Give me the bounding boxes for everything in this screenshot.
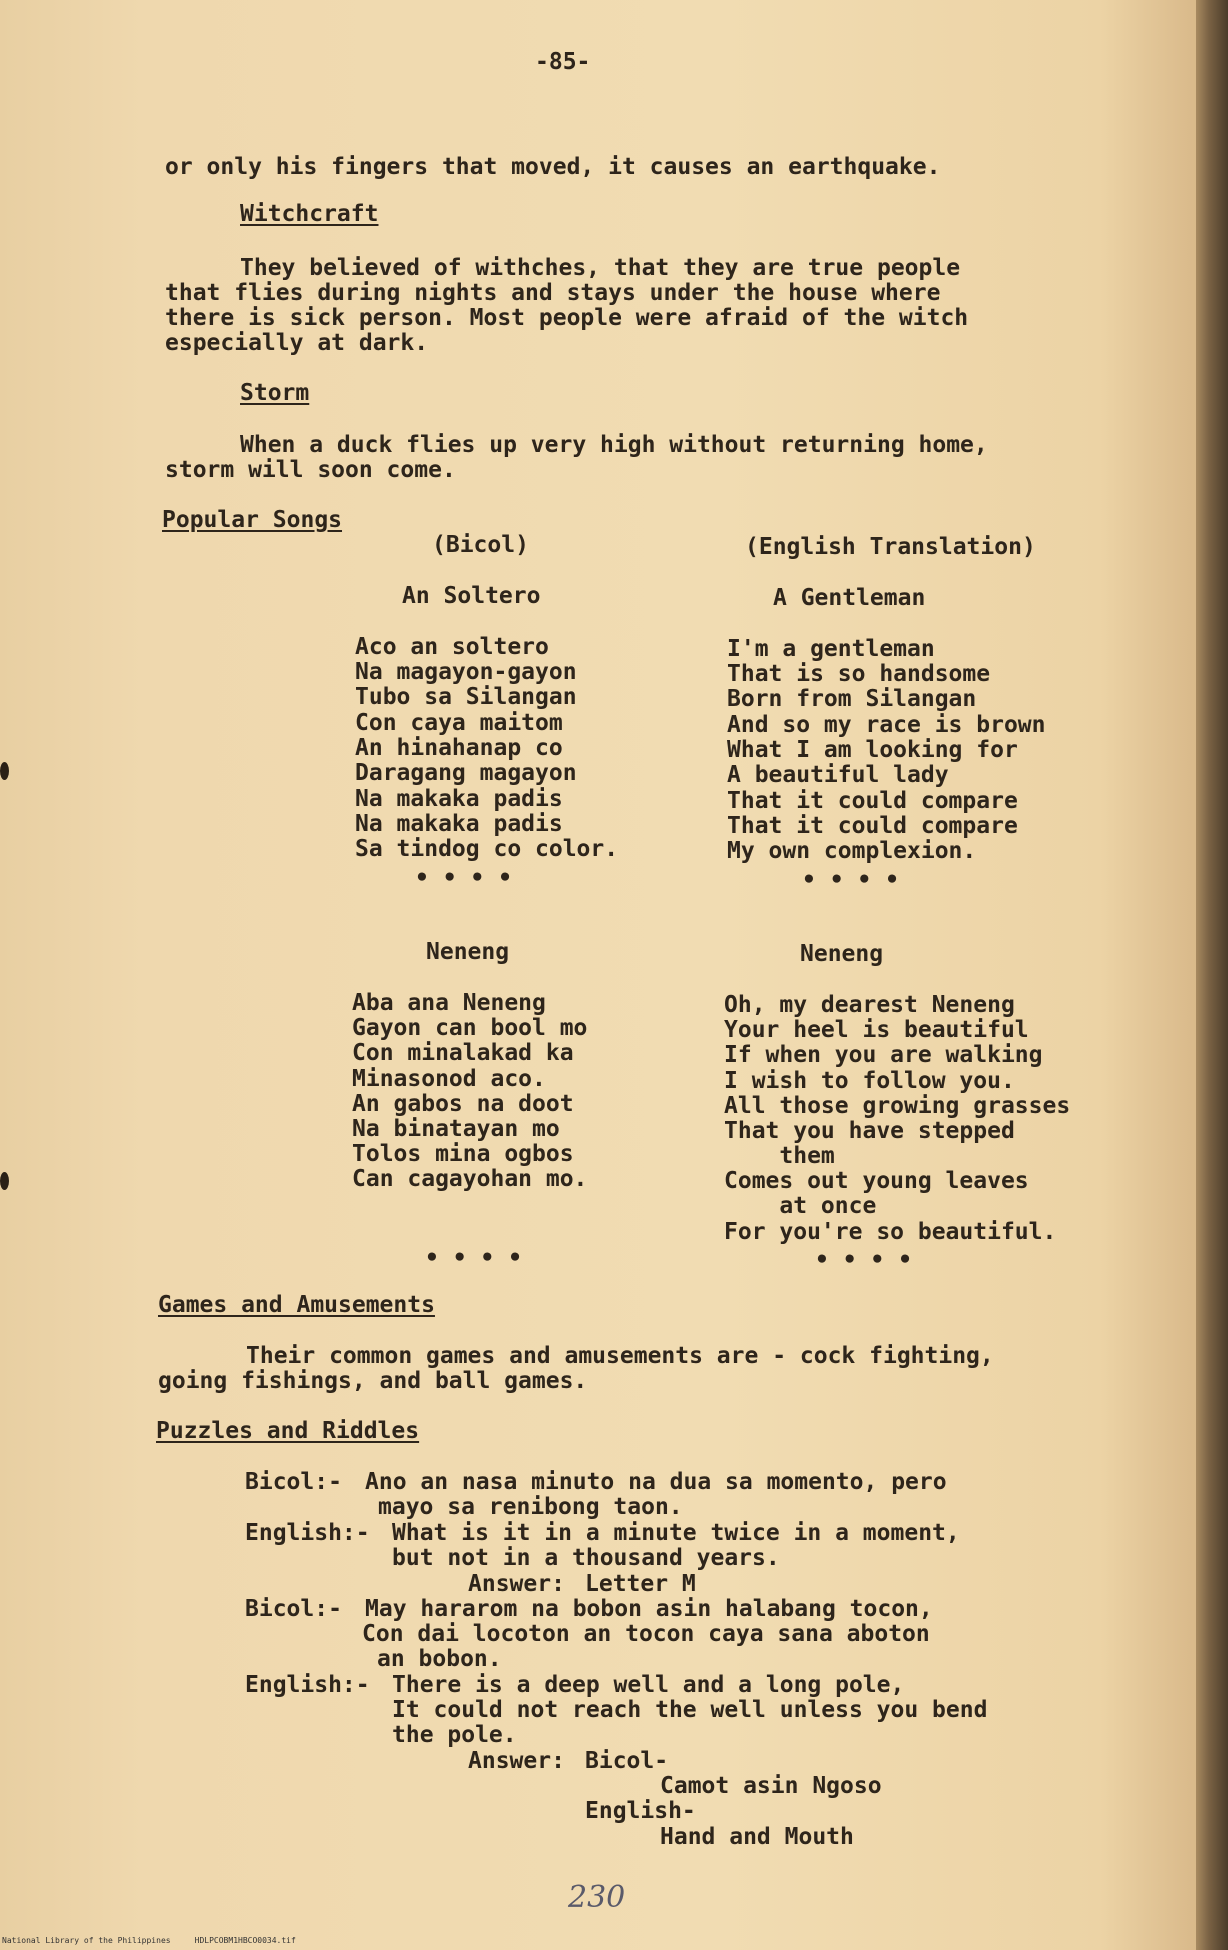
song-line: Minasonod aco.	[352, 1066, 546, 1092]
song-line: Aba ana Neneng	[352, 990, 546, 1016]
song-line: That it could compare	[727, 788, 1018, 814]
song-line: Can cagayohan mo.	[352, 1166, 588, 1192]
song-line: Na makaka padis	[355, 811, 563, 837]
handwritten-page-number: 230	[568, 1880, 626, 1915]
song-line: For you're so beautiful.	[724, 1219, 1057, 1245]
riddle-line: mayo sa renibong taon.	[378, 1494, 683, 1520]
riddle-label: English:-	[245, 1520, 370, 1546]
riddle-line: What is it in a minute twice in a moment,	[392, 1520, 960, 1546]
riddle-line: May hararom na bobon asin halabang tocon,	[365, 1596, 933, 1622]
storm-heading: Storm	[240, 380, 310, 406]
riddle-line: Con dai locoton an tocon caya sana aboton	[362, 1621, 930, 1647]
song-line: That it could compare	[727, 813, 1018, 839]
witchcraft-heading: Witchcraft	[240, 201, 379, 227]
riddle-line: There is a deep well and a long pole,	[392, 1672, 905, 1698]
riddle-label: English:-	[245, 1672, 370, 1698]
song-line: And so my race is brown	[727, 712, 1046, 738]
paragraph-line: going fishings, and ball games.	[158, 1368, 588, 1394]
song-line: Na magayon-gayon	[355, 659, 577, 685]
song-line: My own complexion.	[727, 838, 977, 864]
riddle-line: but not in a thousand years.	[392, 1545, 780, 1571]
song-line: Con caya maitom	[355, 710, 563, 736]
song-line: Na makaka padis	[355, 786, 563, 812]
riddle-line: an bobon.	[377, 1646, 502, 1672]
riddle-label: Bicol:-	[245, 1469, 342, 1495]
song-title-bicol: Neneng	[426, 939, 510, 965]
song-line: An hinahanap co	[355, 735, 563, 761]
song-line: That you have stepped	[724, 1118, 1015, 1144]
riddle-label: Bicol:-	[245, 1596, 342, 1622]
song-line: Gayon can bool mo	[352, 1015, 588, 1041]
song-line: Born from Silangan	[727, 686, 977, 712]
answer-sublabel: English-	[585, 1798, 696, 1824]
page-edge-shadow	[1196, 0, 1228, 1950]
song-line: them	[724, 1143, 835, 1169]
song-title-english: A Gentleman	[773, 585, 926, 611]
song-title-english: Neneng	[800, 941, 884, 967]
song-line: Con minalakad ka	[352, 1040, 574, 1066]
section-dots: • • • •	[815, 1247, 912, 1273]
answer-label: Answer:	[468, 1571, 565, 1597]
answer-text: Camot asin Ngoso	[660, 1773, 882, 1799]
song-line: I'm a gentleman	[727, 636, 935, 662]
section-dots: • • • •	[425, 1245, 522, 1271]
paragraph-line: Their common games and amusements are - cock fighting,	[246, 1343, 994, 1369]
song-line: Na binatayan mo	[352, 1116, 560, 1142]
paragraph-line: storm will soon come.	[165, 457, 456, 483]
puzzles-heading: Puzzles and Riddles	[156, 1418, 420, 1444]
archive-footer: National Library of the Philippines HDLPCOBM1HBCO0034.tif	[2, 1936, 296, 1945]
song-line: Your heel is beautiful	[724, 1017, 1029, 1043]
riddle-line: the pole.	[392, 1722, 517, 1748]
popular-songs-heading: Popular Songs	[162, 507, 343, 533]
song-line: A beautiful lady	[727, 762, 949, 788]
answer-text: Hand and Mouth	[660, 1824, 854, 1850]
riddle-line: It could not reach the well unless you bend	[392, 1697, 988, 1723]
answer-text: Letter M	[585, 1571, 696, 1597]
song-line: I wish to follow you.	[724, 1068, 1015, 1094]
song-line: Oh, my dearest Neneng	[724, 992, 1015, 1018]
paragraph-line: They believed of withches, that they are true people	[240, 255, 961, 281]
binding-hole	[0, 1172, 9, 1190]
paragraph-line: there is sick person. Most people were afraid of the witch	[165, 305, 969, 331]
paragraph-line: that flies during nights and stays under the house where	[165, 280, 941, 306]
riddle-line: Ano an nasa minuto na dua sa momento, pero	[365, 1469, 947, 1495]
song-line: An gabos na doot	[352, 1091, 574, 1117]
song-line: Aco an soltero	[355, 634, 549, 660]
song-line: Comes out young leaves	[724, 1168, 1029, 1194]
games-heading: Games and Amusements	[158, 1292, 435, 1318]
paragraph-line: especially at dark.	[165, 330, 429, 356]
song-line: Sa tindog co color.	[355, 836, 619, 862]
song-line: That is so handsome	[727, 661, 991, 687]
song-line: If when you are walking	[724, 1042, 1043, 1068]
song-line: at once	[724, 1193, 877, 1219]
song-title-bicol: An Soltero	[402, 583, 541, 609]
paragraph-line: When a duck flies up very high without returning home,	[240, 432, 988, 458]
intro-line: or only his fingers that moved, it causes an earthquake.	[165, 154, 941, 180]
answer-label: Answer:	[468, 1748, 565, 1774]
song-line: What I am looking for	[727, 737, 1018, 763]
page-number: -85-	[535, 49, 591, 75]
english-column-header: (English Translation)	[745, 534, 1036, 560]
answer-sublabel: Bicol-	[585, 1748, 669, 1774]
song-line: Tolos mina ogbos	[352, 1141, 574, 1167]
bicol-column-header: (Bicol)	[432, 532, 529, 558]
song-line: Tubo sa Silangan	[355, 684, 577, 710]
section-dots: • • • •	[802, 867, 899, 893]
binding-hole	[0, 762, 9, 780]
song-line: All those growing grasses	[724, 1093, 1071, 1119]
song-line: Daragang magayon	[355, 760, 577, 786]
section-dots: • • • •	[415, 865, 512, 891]
